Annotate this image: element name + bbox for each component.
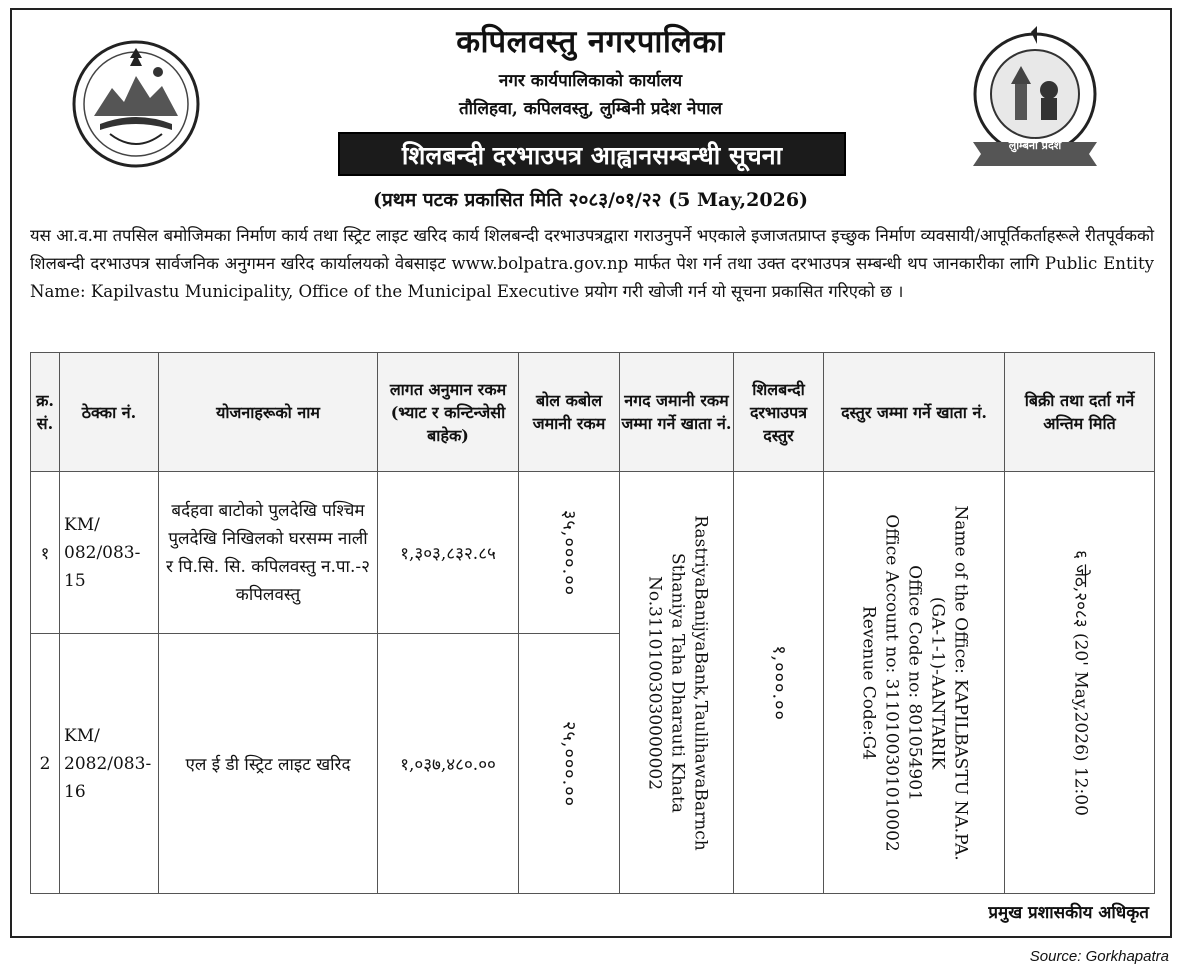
signatory: प्रमुख प्रशासकीय अधिकृत: [988, 903, 1149, 923]
row-project-name: एल ई डी स्ट्रिट लाइट खरिद: [159, 634, 378, 894]
row-bid-security-cell: [519, 472, 620, 634]
row-bid-security: २५,०००.००: [558, 720, 580, 807]
table-header-row: [31, 353, 1155, 472]
fee-account-line: Revenue Code:G4: [858, 605, 879, 760]
header-cost-estimate: लागत अनुमान रकम (भ्याट र कन्टिन्जेसी बाहेक): [378, 353, 519, 472]
source-credit: Source: Gorkhapatra: [1029, 948, 1169, 965]
bid-fee: १,०००.००: [768, 644, 789, 721]
header-project-name: योजनाहरूको नाम: [159, 353, 378, 472]
fee-account-cell: [824, 472, 1005, 894]
row-bid-security: ३५,०००.००: [558, 509, 580, 596]
fee-account-line: (GA-1-1)-AANTARIK: [927, 596, 948, 769]
row-contract-no: KM/ 2082/083- 16: [60, 634, 159, 894]
fee-account: [857, 505, 972, 860]
header-bid-security: बोल कबोल जमानी रकम: [519, 353, 620, 472]
row-bid-security-cell: [519, 634, 620, 894]
row-cost-estimate: १,३०३,८३२.८५: [378, 472, 519, 634]
row-sn: 2: [31, 634, 60, 894]
notice-title: शिलबन्दी दरभाउपत्र आह्वानसम्बन्धी सूचना: [338, 132, 846, 176]
municipality-logo-ribbon: लुम्बिनी प्रदेश: [1008, 139, 1062, 152]
fee-account-line: Name of the Office: KAPILBASTU NA.PA.: [950, 504, 971, 861]
publish-date: (प्रथम पटक प्रकासित मिति २०८३/०१/२२ (5 May,2026): [372, 189, 809, 211]
last-date-cell: [1005, 472, 1155, 894]
last-date: ६ जेठ,२०८३ (20' May,2026) 12:00: [1070, 549, 1090, 816]
table-row: [31, 472, 1155, 634]
header-last-date: बिक्री तथा दर्ता गर्ने अन्तिम मिति: [1005, 353, 1155, 472]
office-address: तौलिहवा, कपिलवस्तु, लुम्बिनी प्रदेश नेपाल: [458, 99, 723, 119]
tender-table: [30, 352, 1155, 894]
header-bid-fee: शिलबन्दी दरभाउपत्र दस्तुर: [734, 353, 824, 472]
notice-body: यस आ.व.मा तपसिल बमोजिमका निर्माण कार्य तथा स्ट्रिट लाइट खरिद कार्य शिलबन्दी दरभाउपत्रद्वारा गराउनुपर्ने भएकाले इजाजतप्राप्त इच्छुक निर्माण व्यवसायी/आपूर्तिकर्ताहरूले रीतपूर्वकको शिलबन्दी दरभाउपत्र सार्वजनिक अनुगमन खरिद कार्यालयको वेबसाइट www.bolpatra.gov.np मार्फत पेश गर्न तथा उक्त दरभाउपत्र सम्बन्धी थप जानकारीका लागि Public Entity Name: Kapilvastu Municipality, Office of the Municipal Executive प्रयोग गरी खोजी गर्न यो सूचना प्रकासित गरिएको छ ।: [30, 226, 1154, 301]
header-sn: क्र. सं.: [31, 353, 60, 472]
office-name: नगर कार्यपालिकाको कार्यालय: [498, 71, 683, 91]
row-project-name: बर्दहवा बाटोको पुलदेखि पश्चिम पुलदेखि निखिलको घरसम्म नाली र पि.सि. सि. कपिलवस्तु न.पा.-२ कपिलवस्तु: [159, 472, 378, 634]
bid-fee-cell: [734, 472, 824, 894]
row-sn: १: [31, 472, 60, 634]
cash-deposit-account: RastriyaBanijyaBank,TaulihawaBarnch Sthaniya Taha Dharauti Khata No.31101003030000002: [644, 514, 710, 851]
row-cost-estimate: १,०३७,४८०.००: [378, 634, 519, 894]
row-contract-no: KM/ 082/083- 15: [60, 472, 159, 634]
header-contract-no: ठेक्का नं.: [60, 353, 159, 472]
org-name: कपिलवस्तु नगरपालिका: [456, 24, 725, 60]
header-fee-account: दस्तुर जम्मा गर्ने खाता नं.: [824, 353, 1005, 472]
fee-account-line: Office Account no: 3110100301010002: [881, 513, 902, 852]
fee-account-line: Office Code no: 801054901: [904, 564, 925, 801]
header-cash-account: नगद जमानी रकम जम्मा गर्ने खाता नं.: [620, 353, 734, 472]
cash-account-cell: [620, 472, 734, 894]
